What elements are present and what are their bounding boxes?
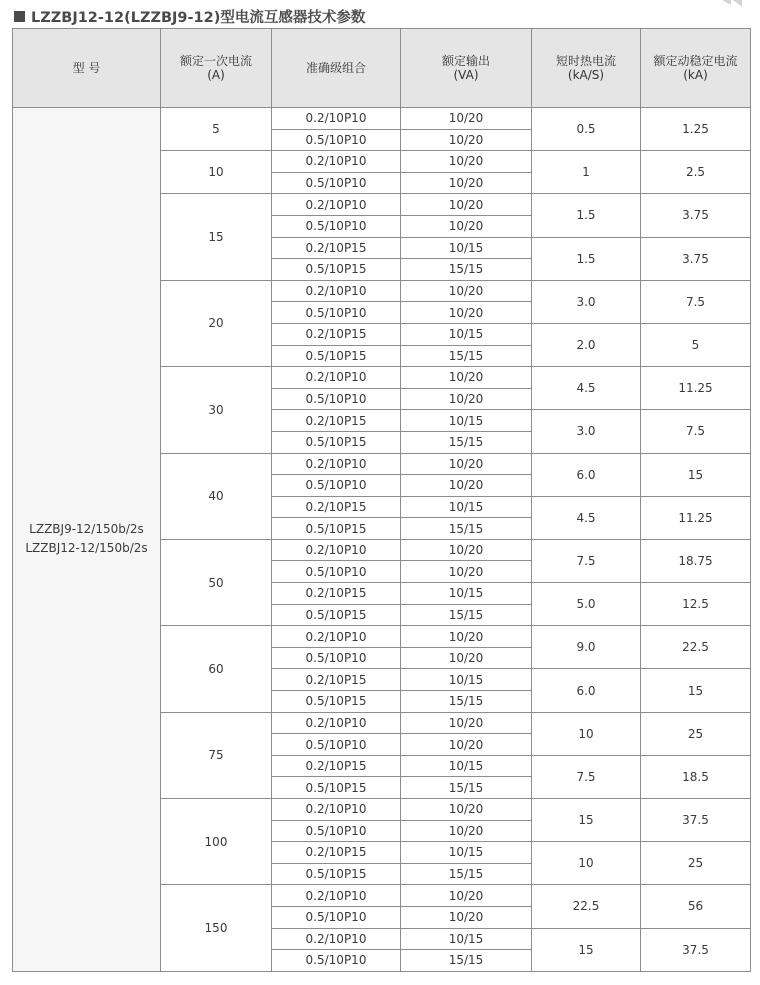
section-title: [14, 5, 365, 27]
dynamic-current-cell: 22.5: [641, 626, 751, 669]
accuracy-cell: 0.2/10P10: [272, 367, 401, 389]
rated-current-cell: 40: [161, 453, 272, 539]
output-cell: 10/20: [401, 885, 532, 907]
thermal-current-cell: 15: [532, 799, 641, 842]
output-cell: 10/20: [401, 906, 532, 928]
output-cell: 10/15: [401, 323, 532, 345]
dynamic-current-cell: 12.5: [641, 583, 751, 626]
accuracy-cell: 0.2/10P10: [272, 280, 401, 302]
dynamic-current-cell: 18.5: [641, 755, 751, 798]
accuracy-cell: 0.5/10P15: [272, 691, 401, 713]
rated-current-cell: 50: [161, 539, 272, 625]
rated-current-cell: 10: [161, 151, 272, 194]
rated-current-cell: 15: [161, 194, 272, 280]
thermal-current-cell: 4.5: [532, 496, 641, 539]
header-current-unit: (A): [207, 68, 225, 82]
output-cell: 10/20: [401, 539, 532, 561]
output-cell: 10/20: [401, 108, 532, 130]
thermal-current-cell: 1.5: [532, 194, 641, 237]
accuracy-cell: 0.2/10P15: [272, 842, 401, 864]
accuracy-cell: 0.2/10P15: [272, 755, 401, 777]
header-accuracy-label: 准确级组合: [305, 61, 366, 75]
output-cell: 10/20: [401, 172, 532, 194]
accuracy-cell: 0.5/10P10: [272, 906, 401, 928]
header-thermal-label: 短时热电流: [555, 54, 616, 68]
model-cell: [13, 108, 161, 972]
model-name: LZZBJ12-12/150b/2s: [25, 541, 148, 556]
accuracy-cell: 0.5/10P10: [272, 388, 401, 410]
output-cell: 10/20: [401, 194, 532, 216]
rated-current-cell: 75: [161, 712, 272, 798]
output-cell: 10/20: [401, 280, 532, 302]
accuracy-cell: 0.5/10P10: [272, 172, 401, 194]
output-cell: 10/20: [401, 302, 532, 324]
output-cell: 10/20: [401, 215, 532, 237]
output-cell: 10/20: [401, 129, 532, 151]
rated-current-cell: 60: [161, 626, 272, 712]
thermal-current-cell: 15: [532, 928, 641, 971]
accuracy-cell: 0.2/10P10: [272, 453, 401, 475]
accuracy-cell: 0.2/10P15: [272, 237, 401, 259]
dynamic-current-cell: 37.5: [641, 799, 751, 842]
dynamic-current-cell: 7.5: [641, 280, 751, 323]
output-cell: 10/15: [401, 496, 532, 518]
output-cell: 10/20: [401, 734, 532, 756]
dynamic-current-cell: 3.75: [641, 237, 751, 280]
output-cell: 15/15: [401, 604, 532, 626]
table-header-row: [13, 29, 751, 108]
accuracy-cell: 0.5/10P15: [272, 518, 401, 540]
thermal-current-cell: 10: [532, 712, 641, 755]
accuracy-cell: 0.5/10P15: [272, 604, 401, 626]
accuracy-cell: 0.5/10P10: [272, 647, 401, 669]
rated-current-cell: 100: [161, 799, 272, 885]
thermal-current-cell: 6.0: [532, 669, 641, 712]
accuracy-cell: 0.2/10P15: [272, 410, 401, 432]
accuracy-cell: 0.5/10P10: [272, 302, 401, 324]
output-cell: 15/15: [401, 518, 532, 540]
dynamic-current-cell: 37.5: [641, 928, 751, 971]
section-title-text: LZZBJ12-12(LZZBJ9-12)型电流互感器技术参数: [31, 9, 366, 26]
output-cell: 10/20: [401, 151, 532, 173]
thermal-current-cell: 22.5: [532, 885, 641, 928]
output-cell: 15/15: [401, 259, 532, 281]
thermal-current-cell: 4.5: [532, 367, 641, 410]
rated-current-cell: 5: [161, 108, 272, 151]
output-cell: 15/15: [401, 950, 532, 972]
header-rated-dynamic-current: [641, 29, 751, 108]
dynamic-current-cell: 7.5: [641, 410, 751, 453]
header-rated-primary-current: [161, 29, 272, 108]
spec-table: [12, 28, 751, 972]
model-name: LZZBJ9-12/150b/2s: [29, 522, 144, 537]
dynamic-current-cell: 11.25: [641, 367, 751, 410]
output-cell: 15/15: [401, 431, 532, 453]
output-cell: 10/15: [401, 410, 532, 432]
output-cell: 15/15: [401, 777, 532, 799]
output-cell: 10/15: [401, 928, 532, 950]
accuracy-cell: 0.5/10P15: [272, 431, 401, 453]
accuracy-cell: 0.2/10P10: [272, 539, 401, 561]
dynamic-current-cell: 25: [641, 842, 751, 885]
thermal-current-cell: 0.5: [532, 108, 641, 151]
rated-current-cell: 20: [161, 280, 272, 366]
corner-decoration-icon: [722, 0, 742, 14]
accuracy-cell: 0.5/10P15: [272, 863, 401, 885]
output-cell: 10/20: [401, 388, 532, 410]
accuracy-cell: 0.5/10P10: [272, 561, 401, 583]
accuracy-cell: 0.2/10P10: [272, 626, 401, 648]
accuracy-cell: 0.2/10P10: [272, 928, 401, 950]
accuracy-cell: 0.2/10P10: [272, 799, 401, 821]
header-output-label: 额定输出: [441, 54, 490, 68]
accuracy-cell: 0.5/10P10: [272, 215, 401, 237]
thermal-current-cell: 3.0: [532, 410, 641, 453]
thermal-current-cell: 2.0: [532, 323, 641, 366]
rated-current-cell: 150: [161, 885, 272, 971]
dynamic-current-cell: 25: [641, 712, 751, 755]
output-cell: 10/20: [401, 712, 532, 734]
header-model-text: 型 号: [72, 61, 101, 75]
header-thermal-unit: (kA/S): [567, 68, 605, 82]
accuracy-cell: 0.2/10P10: [272, 194, 401, 216]
accuracy-cell: 0.2/10P15: [272, 496, 401, 518]
header-current-label: 额定一次电流: [179, 54, 252, 68]
dynamic-current-cell: 15: [641, 669, 751, 712]
output-cell: 10/20: [401, 647, 532, 669]
table-body: [13, 108, 751, 972]
output-cell: 10/20: [401, 561, 532, 583]
output-cell: 10/15: [401, 755, 532, 777]
thermal-current-cell: 3.0: [532, 280, 641, 323]
accuracy-cell: 0.2/10P10: [272, 151, 401, 173]
accuracy-cell: 0.5/10P10: [272, 734, 401, 756]
output-cell: 10/20: [401, 367, 532, 389]
rated-current-cell: 30: [161, 367, 272, 453]
dynamic-current-cell: 11.25: [641, 496, 751, 539]
accuracy-cell: 0.5/10P10: [272, 475, 401, 497]
accuracy-cell: 0.2/10P15: [272, 583, 401, 605]
accuracy-cell: 0.5/10P15: [272, 259, 401, 281]
thermal-current-cell: 10: [532, 842, 641, 885]
header-rated-output: [401, 29, 532, 108]
thermal-current-cell: 7.5: [532, 755, 641, 798]
thermal-current-cell: 1.5: [532, 237, 641, 280]
accuracy-cell: 0.2/10P10: [272, 885, 401, 907]
header-model: [13, 29, 161, 108]
accuracy-cell: 0.5/10P10: [272, 129, 401, 151]
thermal-current-cell: 5.0: [532, 583, 641, 626]
output-cell: 15/15: [401, 863, 532, 885]
output-cell: 10/15: [401, 842, 532, 864]
output-cell: 10/15: [401, 669, 532, 691]
dynamic-current-cell: 2.5: [641, 151, 751, 194]
thermal-current-cell: 7.5: [532, 539, 641, 582]
accuracy-cell: 0.5/10P15: [272, 345, 401, 367]
table-row: [13, 108, 751, 130]
output-cell: 10/20: [401, 820, 532, 842]
accuracy-cell: 0.2/10P10: [272, 712, 401, 734]
accuracy-cell: 0.5/10P10: [272, 820, 401, 842]
header-dynamic-label: 额定动稳定电流: [653, 54, 738, 68]
dynamic-current-cell: 3.75: [641, 194, 751, 237]
accuracy-cell: 0.2/10P15: [272, 323, 401, 345]
dynamic-current-cell: 18.75: [641, 539, 751, 582]
accuracy-cell: 0.5/10P15: [272, 777, 401, 799]
header-accuracy-class: [272, 29, 401, 108]
header-dynamic-unit: (kA): [683, 68, 708, 82]
thermal-current-cell: 6.0: [532, 453, 641, 496]
dynamic-current-cell: 1.25: [641, 108, 751, 151]
header-short-time-thermal-current: [532, 29, 641, 108]
thermal-current-cell: 1: [532, 151, 641, 194]
accuracy-cell: 0.2/10P10: [272, 108, 401, 130]
output-cell: 10/20: [401, 626, 532, 648]
dynamic-current-cell: 5: [641, 323, 751, 366]
output-cell: 10/15: [401, 237, 532, 259]
square-bullet-icon: [14, 11, 25, 22]
output-cell: 10/20: [401, 453, 532, 475]
output-cell: 10/20: [401, 475, 532, 497]
accuracy-cell: 0.5/10P10: [272, 950, 401, 972]
header-output-unit: (VA): [453, 68, 479, 82]
output-cell: 10/20: [401, 799, 532, 821]
dynamic-current-cell: 56: [641, 885, 751, 928]
accuracy-cell: 0.2/10P15: [272, 669, 401, 691]
output-cell: 15/15: [401, 345, 532, 367]
dynamic-current-cell: 15: [641, 453, 751, 496]
thermal-current-cell: 9.0: [532, 626, 641, 669]
output-cell: 15/15: [401, 691, 532, 713]
output-cell: 10/15: [401, 583, 532, 605]
